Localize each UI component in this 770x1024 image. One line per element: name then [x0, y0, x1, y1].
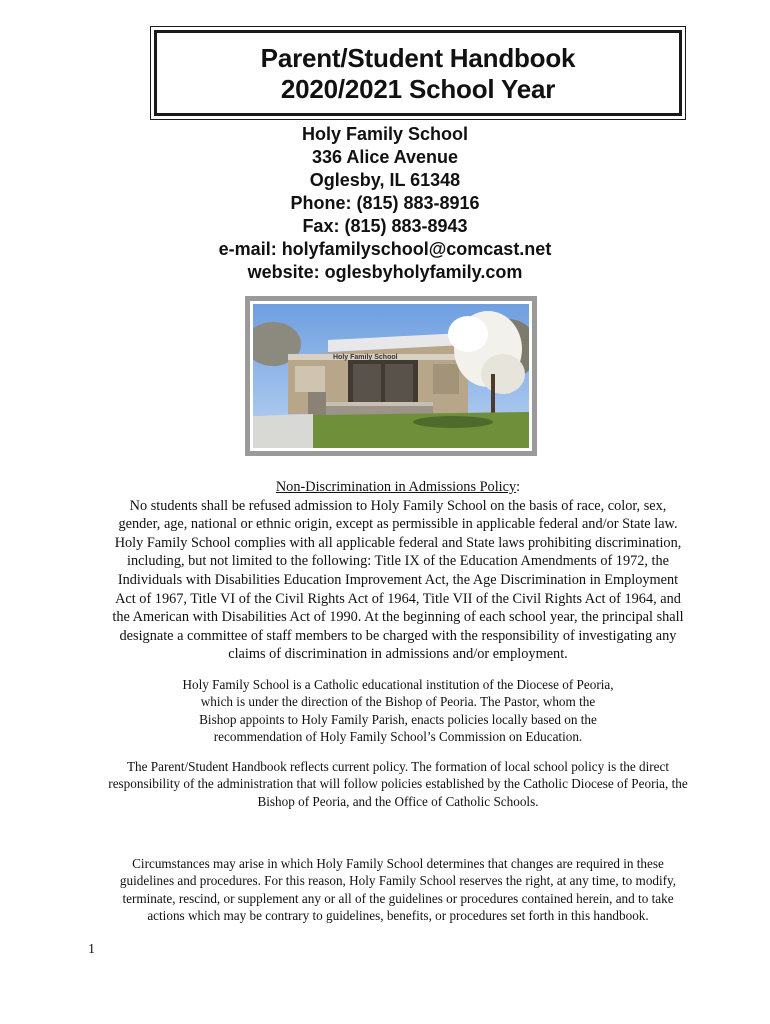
city-state-zip: Oglesby, IL 61348 [309, 170, 461, 190]
paragraph-line: actions which may be contrary to guidelines, benefits, or procedures set forth in this handbook. [147, 908, 649, 924]
policy-title-colon: : [516, 479, 521, 495]
paragraph-line: Circumstances may arise in which Holy Family School determines that changes are required in these [132, 856, 664, 871]
email-address: e-mail: holyfamilyschool@comcast.net [218, 239, 552, 259]
school-photo [245, 296, 537, 456]
page-number: 1 [88, 942, 95, 957]
paragraph-line: recommendation of Holy Family School’s Commission on Education. [213, 729, 583, 745]
policy-line: including, but not limited to the following: Title IX of the Education Amendments of 1972, the [126, 553, 670, 570]
phone-number: Phone: (815) 883-8916 [290, 193, 480, 213]
contact-block [0, 123, 770, 284]
svg-text:Holy Family School: Holy Family School [333, 354, 398, 361]
title-box [154, 30, 682, 116]
school-year: 2020/2021 School Year [280, 74, 556, 104]
policy-line: the American with Disabilities Act of 1990. At the beginning of each school year, the principal shall [112, 609, 684, 626]
policy-line: gender, age, national or ethnic origin, except as permissible in applicable federal and/or State law. [118, 516, 678, 533]
paragraph-line: Holy Family School is a Catholic educational institution of the Diocese of Peoria, [182, 677, 614, 692]
paragraph-line: guidelines and procedures. For this reason, Holy Family School reserves the right, at any time, to modify, [119, 873, 677, 889]
policy-line: No students shall be refused admission to Holy Family School on the basis of race, color, sex, [129, 497, 667, 514]
school-name: Holy Family School [301, 124, 469, 144]
paragraph-line: which is under the direction of the Bishop of Peoria. The Pastor, whom the [200, 694, 596, 710]
paragraph-line: Bishop of Peoria, and the Office of Catholic Schools. [257, 793, 539, 809]
paragraph-line: Bishop appoints to Holy Family Parish, enacts policies locally based on the [199, 711, 597, 727]
paragraph-line: responsibility of the administration that will follow policies established by the Catholic Diocese of Peoria, the [108, 776, 688, 792]
non-discrimination-policy [88, 478, 708, 664]
fax-number: Fax: (815) 883-8943 [302, 216, 468, 236]
policy-heading [88, 478, 708, 497]
street-address: 336 Alice Avenue [311, 147, 459, 167]
policy-title: Non-Discrimination in Admissions Policy [275, 479, 517, 495]
paragraph-line: The Parent/Student Handbook reflects current policy. The formation of local school policy is the direct [127, 759, 669, 774]
website-address: website: oglesbyholyfamily.com [247, 262, 523, 282]
handbook-policy-paragraph [88, 758, 708, 810]
policy-line: designate a committee of staff members to be charged with the responsibility of investigating any [119, 627, 677, 644]
school-building-image [253, 304, 529, 448]
policy-line: Holy Family School complies with all applicable federal and State laws prohibiting discrimination, [114, 534, 682, 551]
policy-line: Individuals with Disabilities Education Improvement Act, the Age Discrimination in Employment [117, 571, 679, 588]
circumstances-paragraph [88, 855, 708, 925]
policy-line: claims of discrimination in admissions and/or employment. [228, 646, 568, 663]
handbook-title: Parent/Student Handbook [260, 43, 576, 73]
paragraph-line: terminate, rescind, or supplement any or all of the guidelines or procedures contained herein, and to take [122, 890, 674, 906]
catholic-institution-paragraph [88, 676, 708, 746]
policy-line: Act of 1967, Title VI of the Civil Rights Act of 1964, Title VII of the Civil Rights Act of 1964, and [115, 590, 681, 607]
